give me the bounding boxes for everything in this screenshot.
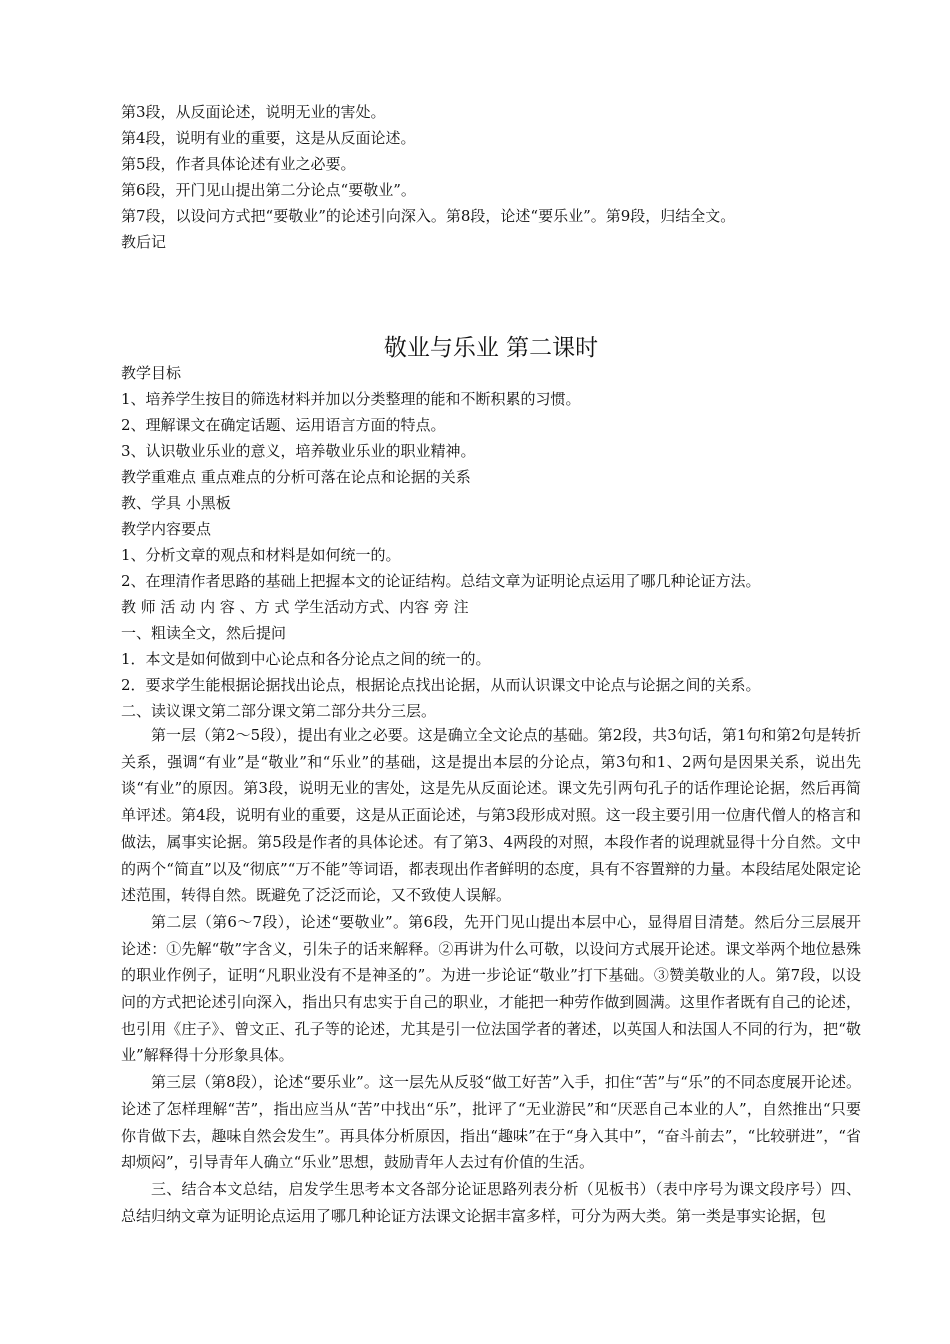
outline-line: 教学重难点 重点难点的分析可落在论点和论据的关系 — [121, 468, 471, 486]
outline-line: 2．要求学生能根据论据找出论点，根据论点找出论据，从而认识课文中论点与论据之间的关系。 — [121, 676, 761, 694]
intro-line: 第4段，说明有业的重要，这是从反面论述。 — [121, 129, 416, 147]
body-paragraph: 第一层（第2～5段），提出有业之必要。这是确立全文论点的基础。第2段，共3句话，第1句和第2句是转折关系，强调“有业”是“敬业”和“乐业”的基础，这是提出本层的分论点，第3句和1、2两句是因果关系，说出先谈“有业”的原因。第3段，说明无业的害处，这是先从反面论述。课文先引两句孔子的话作理论论据，然后再简单评述。第4段，说明有业的重要，这是从正面论述，与第3段形成对照。这一段主要引用一位唐代僧人的格言和做法，属事实论据。第5段是作者的具体论述。有了第3、4两段的对照，本段作者的说理就显得十分自然。文中的两个“简直”以及“彻底”“万不能”等词语，都表现出作者鲜明的态度，具有不容置辩的力量。本段结尾处限定论述范围，转得自然。既避免了泛泛而论，又不致使人误解。 — [121, 726, 862, 905]
intro-line: 第3段，从反面论述，说明无业的害处。 — [121, 103, 386, 121]
lesson-outline — [121, 360, 861, 724]
afterword-label: 教后记 — [121, 233, 167, 251]
outline-line: 1．本文是如何做到中心论点和各分论点之间的统一的。 — [121, 650, 491, 668]
outline-line: 教 师 活 动 内 容 、方 式 学生活动方式、内容 旁 注 — [121, 598, 469, 616]
outline-line: 教学内容要点 — [121, 520, 212, 538]
intro-line: 第5段，作者具体论述有业之必要。 — [121, 155, 356, 173]
outline-line: 3、认识敬业乐业的意义，培养敬业乐业的职业精神。 — [121, 442, 476, 460]
analysis-section — [121, 722, 861, 1229]
outline-line: 教、学具 小黑板 — [121, 494, 231, 512]
body-paragraph: 三、结合本文总结，启发学生思考本文各部分论证思路列表分析（见板书）（表中序号为课文段序号）四、总结归纳文章为证明论点运用了哪几种论证方法课文论据丰富多样，可分为两大类。第一类是事实论据，包 — [121, 1179, 861, 1225]
outline-line: 一、粗读全文，然后提问 — [121, 624, 287, 642]
intro-line: 第6段，开门见山提出第二分论点“要敬业”。 — [121, 181, 416, 199]
lesson-title: 敬业与乐业 第二课时 — [383, 335, 599, 361]
outline-line: 2、理解课文在确定话题、运用语言方面的特点。 — [121, 416, 446, 434]
intro-section — [121, 99, 861, 255]
outline-line: 1、培养学生按目的筛选材料并加以分类整理的能和不断积累的习惯。 — [121, 390, 581, 408]
outline-line: 二、读议课文第二部分课文第二部分共分三层。 — [121, 702, 437, 720]
body-paragraph: 第二层（第6～7段），论述“要敬业”。第6段，先开门见山提出本层中心，显得眉目清楚。然后分三层展开论述：①先解“敬”字含义，引朱子的话来解释。②再讲为什么可敬，以设问方式展开论述。课文举两个地位悬殊的职业作例子，证明“凡职业没有不是神圣的”。为进一步论证“敬业”打下基础。③赞美敬业的人。第7段，以设问的方式把论述引向深入，指出只有忠实于自己的职业，才能把一种劳作做到圆满。这里作者既有自己的论述，也引用《庄子》、曾文正、孔子等的论述，尤其是引一位法国学者的著述，以英国人和法国人不同的行为，把“敬业”解释得十分形象具体。 — [121, 912, 861, 1065]
outline-line: 2、在理清作者思路的基础上把握本文的论证结构。总结文章为证明论点运用了哪几种论证方法。 — [121, 572, 761, 590]
intro-line: 第7段，以设问方式把“要敬业”的论述引向深入。第8段，论述“要乐业”。第9段，归结全文。 — [121, 207, 736, 225]
body-paragraph: 第三层（第8段），论述“要乐业”。这一层先从反驳“做工好苦”入手，扣住“苦”与“乐”的不同态度展开论述。论述了怎样理解“苦”，指出应当从“苦”中找出“乐”，批评了“无业游民”和“厌恶自己本业的人”，自然推出“只要你肯做下去，趣味自然会发生”。再具体分析原因，指出“趣味”在于“身入其中”，“奋斗前去”，“比较骈进”，“省却烦闷”，引导青年人确立“乐业”思想，鼓励青年人去过有价值的生活。 — [121, 1073, 861, 1172]
outline-line: 教学目标 — [121, 364, 182, 382]
outline-line: 1、分析文章的观点和材料是如何统一的。 — [121, 546, 401, 564]
